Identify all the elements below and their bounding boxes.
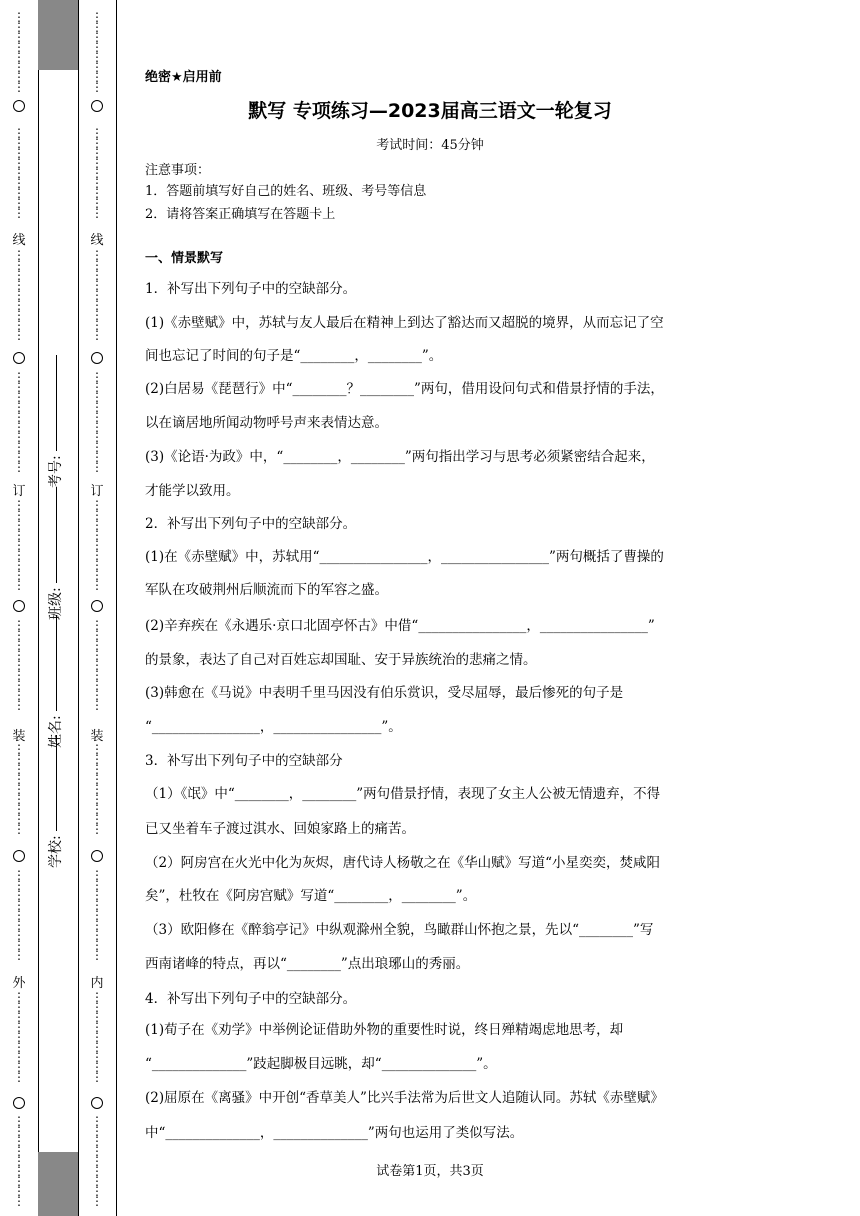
- note-item: 2．请将答案正确填写在答题卡上: [145, 207, 336, 222]
- question-line: 军队在攻破荆州后顺流而下的军容之盛。: [145, 582, 388, 598]
- question-line: 才能学以致用。: [145, 483, 240, 499]
- question-line: （3）欧阳修在《醉翁亭记》中纵观滁州全貌，鸟瞰群山怀抱之景，先以“________”写: [145, 922, 654, 938]
- circle-mark: [78, 352, 116, 368]
- class-field[interactable]: [45, 487, 65, 620]
- note-item: 1．答题前填写好自己的姓名、班级、考号等信息: [145, 184, 427, 199]
- question-line: 中“______________，______________”两句也运用了类似写法。: [145, 1125, 524, 1141]
- dotted-guide: ⋮ ⋮ ⋮ ⋮ ⋮ ⋮ ⋮ ⋮ ⋮: [13, 500, 25, 592]
- question-line: （1）《氓》中“________，________”两句借景抒情，表现了女主人公被无情遗弃，不得: [145, 786, 661, 802]
- name-label: 姓名:: [48, 715, 64, 748]
- question-line: (1)荀子在《劝学》中举例论证借助外物的重要性时说，终日殚精竭虑地思考，却: [145, 1022, 624, 1038]
- question-line: (2)白居易《琵琶行》中“________？________”两句，借用设问句式和借景抒情的手法，: [145, 381, 664, 397]
- question-line: 以在谪居地所闻动物呼号声来表情达意。: [145, 415, 388, 431]
- circle-mark: [78, 600, 116, 616]
- question-line: 1．补写出下列句子中的空缺部分。: [145, 281, 357, 297]
- margin-gray-band-top: [38, 0, 78, 70]
- question-line: （2）阿房宫在火光中化为灰烬，唐代诗人杨敬之在《华山赋》写道“小星奕奕，焚咸阳: [145, 855, 660, 871]
- marker-bind: 订: [90, 484, 104, 499]
- section-title: 一、情景默写: [145, 251, 224, 266]
- secret-label: 绝密★启用前: [145, 70, 222, 85]
- page-footer: 试卷第1页，共3页: [376, 1164, 484, 1179]
- question-line: (2)屈原在《离骚》中开创“香草美人”比兴手法常为后世文人追随认同。苏轼《赤壁赋》: [145, 1090, 664, 1106]
- circle-mark: [0, 100, 38, 116]
- marker-line: 线: [12, 233, 26, 248]
- dotted-guide: ⋮ ⋮ ⋮ ⋮ ⋮ ⋮ ⋮ ⋮ ⋮ ⋮: [91, 372, 103, 472]
- marker-outer: 外: [12, 976, 26, 991]
- exam-number-label: 考号:: [48, 455, 64, 488]
- name-field[interactable]: [45, 615, 65, 748]
- dotted-guide: ⋮ ⋮ ⋮ ⋮ ⋮ ⋮ ⋮ ⋮ ⋮: [91, 870, 103, 962]
- dotted-guide: ⋮ ⋮ ⋮ ⋮ ⋮ ⋮ ⋮ ⋮ ⋮: [91, 500, 103, 592]
- question-line: (1)《赤壁赋》中，苏轼与友人最后在精神上到达了豁达而又超脱的境界，从而忘记了空: [145, 315, 664, 331]
- dotted-guide: ⋮ ⋮ ⋮ ⋮ ⋮ ⋮ ⋮ ⋮ ⋮: [91, 620, 103, 712]
- dotted-guide: ⋮ ⋮ ⋮ ⋮ ⋮ ⋮ ⋮ ⋮ ⋮: [13, 992, 25, 1084]
- exam-number-field[interactable]: [45, 355, 65, 488]
- question-line: 西南诸峰的特点，再以“________”点出琅琊山的秀丽。: [145, 956, 470, 972]
- circle-mark: [0, 600, 38, 616]
- question-line: 矣”，杜牧在《阿房宫赋》写道“________，________”。: [145, 888, 477, 904]
- dotted-guide: ⋮ ⋮ ⋮ ⋮ ⋮ ⋮ ⋮ ⋮ ⋮: [91, 992, 103, 1084]
- question-line: (2)辛弃疾在《永遇乐·京口北固亭怀古》中借“________________，________________”: [145, 618, 655, 634]
- question-line: (3)《论语·为政》中，“________，________”两句指出学习与思考必须紧密结合起来，: [145, 449, 655, 465]
- circle-mark: [0, 1097, 38, 1113]
- margin-rule-right: [116, 0, 117, 1216]
- dotted-guide: ⋮ ⋮ ⋮ ⋮ ⋮ ⋮ ⋮ ⋮ ⋮: [13, 128, 25, 220]
- question-line: “________________，________________”。: [145, 719, 402, 735]
- dotted-guide: ⋮ ⋮ ⋮ ⋮ ⋮ ⋮ ⋮ ⋮ ⋮: [91, 250, 103, 342]
- dotted-guide: ⋮ ⋮ ⋮ ⋮ ⋮ ⋮ ⋮ ⋮ ⋮: [91, 744, 103, 836]
- marker-inner: 内: [90, 976, 104, 991]
- marker-line: 线: [90, 233, 104, 248]
- question-line: (1)在《赤壁赋》中，苏轼用“________________，________________”两句概括了曹操的: [145, 549, 664, 565]
- margin-rule-left: [38, 0, 39, 1216]
- circle-mark: [0, 850, 38, 866]
- school-field[interactable]: [45, 735, 65, 868]
- dotted-guide: ⋮ ⋮ ⋮ ⋮ ⋮ ⋮ ⋮ ⋮: [13, 12, 25, 92]
- circle-mark: [78, 1097, 116, 1113]
- dotted-guide: ⋮ ⋮ ⋮ ⋮ ⋮ ⋮ ⋮ ⋮ ⋮: [13, 250, 25, 342]
- question-line: 间也忘记了时间的句子是“________，________”。: [145, 348, 443, 364]
- question-line: 已又坐着车子渡过淇水、回娘家路上的痛苦。: [145, 821, 415, 837]
- dotted-guide: ⋮ ⋮ ⋮ ⋮ ⋮ ⋮ ⋮ ⋮ ⋮ ⋮: [13, 372, 25, 472]
- dotted-guide: ⋮ ⋮ ⋮ ⋮ ⋮ ⋮ ⋮ ⋮: [91, 12, 103, 92]
- question-line: 3．补写出下列句子中的空缺部分: [145, 753, 343, 769]
- dotted-guide: ⋮ ⋮ ⋮ ⋮ ⋮ ⋮ ⋮ ⋮ ⋮: [91, 1116, 103, 1208]
- dotted-guide: ⋮ ⋮ ⋮ ⋮ ⋮ ⋮ ⋮ ⋮ ⋮: [91, 128, 103, 220]
- question-line: 4．补写出下列句子中的空缺部分。: [145, 991, 357, 1007]
- circle-mark: [78, 100, 116, 116]
- page-title: 默写 专项练习—2023届高三语文一轮复习: [248, 100, 612, 122]
- marker-install: 装: [12, 729, 26, 744]
- marker-bind: 订: [12, 484, 26, 499]
- question-line: (3)韩愈在《马说》中表明千里马因没有伯乐赏识，受尽屈辱，最后惨死的句子是: [145, 685, 624, 701]
- dotted-guide: ⋮ ⋮ ⋮ ⋮ ⋮ ⋮ ⋮ ⋮ ⋮: [13, 1116, 25, 1208]
- school-label: 学校:: [48, 835, 64, 868]
- dotted-guide: ⋮ ⋮ ⋮ ⋮ ⋮ ⋮ ⋮ ⋮ ⋮: [13, 870, 25, 962]
- circle-mark: [0, 352, 38, 368]
- dotted-guide: ⋮ ⋮ ⋮ ⋮ ⋮ ⋮ ⋮ ⋮ ⋮: [13, 620, 25, 712]
- notes-heading: 注意事项：: [145, 163, 211, 178]
- marker-install: 装: [90, 729, 104, 744]
- question-line: “______________”跂起脚极目远眺，却“______________”。: [145, 1056, 497, 1072]
- exam-time: 考试时间：45分钟: [376, 138, 484, 153]
- question-line: 2．补写出下列句子中的空缺部分。: [145, 516, 357, 532]
- question-line: 的景象，表达了自己对百姓忘却国耻、安于异族统治的悲痛之情。: [145, 652, 537, 668]
- dotted-guide: ⋮ ⋮ ⋮ ⋮ ⋮ ⋮ ⋮ ⋮ ⋮: [13, 744, 25, 836]
- class-label: 班级:: [48, 587, 64, 620]
- circle-mark: [78, 850, 116, 866]
